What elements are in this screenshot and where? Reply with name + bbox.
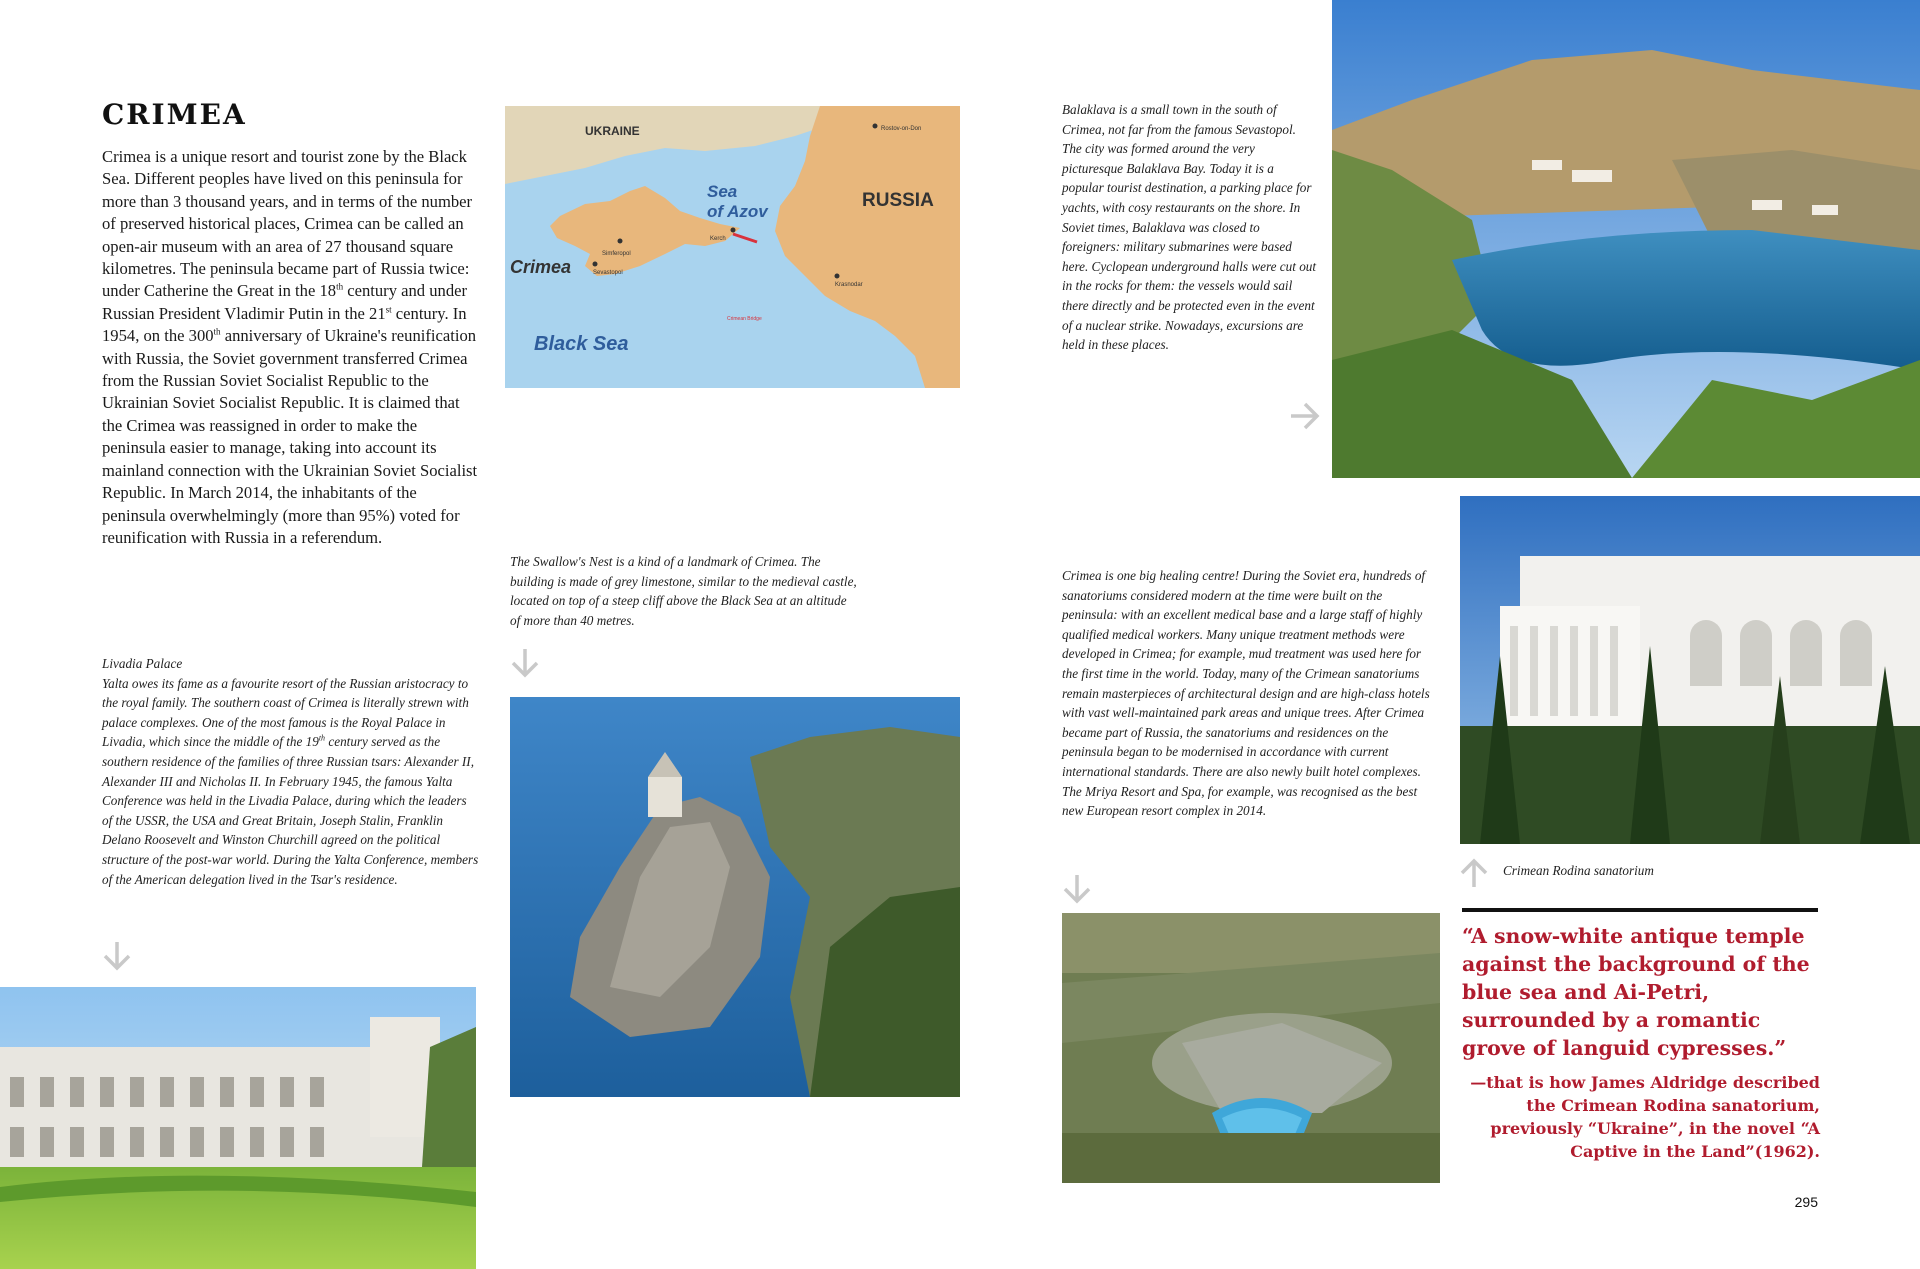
map-label-bridge: Crimean Bridge	[727, 316, 762, 322]
balaklava-caption: Balaklava is a small town in the south of Crimea, not far from the famous Sevastopol. The city was formed around the very picturesque Balaklava Bay. Today it is a popular tourist destination, a parking place for yachts, with cosy restaurants on the shore. In Soviet times, Balaklava was closed to foreigners: military submarines were based here. Cyclopean underground halls were cut out in the rocks for them: the vessels would sail there directly and be protected even in the event of a nuclear strike. Nowadays, excursions are held in these places.	[1062, 102, 1317, 353]
quote-attribution: —that is how James Aldridge described the Crimean Rodina sanatorium, previously “Ukraine”, in the novel “A Captive in the Land”(1962).	[1470, 1073, 1820, 1161]
healing-centre-caption: Crimea is one big healing centre! During the Soviet era, hundreds of sanatoriums considered modern at the time were built on the peninsula: with an excellent medical base and a large staff of highly qualified medical workers. Many unique treatment methods were developed in Crimea; for example, mud treatment was used here for the first time in the world. Today, many of the Crimean sanatoriums remain masterpieces of architectural design and are high-class hotels with vast well-maintained park areas and unique trees. After Crimea became part of Russia, the sanatoriums and residences on the peninsula began to be modernised in accordance with current international standards. There are also newly built hotel complexes. The Mriya Resort and Spa, for example, was recognised as the best new European resort complex in 2014.	[1062, 568, 1430, 819]
page-title: CRIMEA	[102, 98, 247, 131]
arrow-down-icon	[1059, 871, 1095, 907]
map-label-crimea: Crimea	[510, 257, 572, 277]
map-label-sea-of-azov-1: Sea	[707, 182, 738, 201]
livadia-text: Yalta owes its fame as a favourite resort of the Russian aristocracy to the royal family. The southern coast of Crimea is literally strewn with palace complexes. One of the most famous is the Royal Palace in Livadia, which since the middle of the 19th century served as the southern residence of the families of three Russian tsars: Alexander II, Alexander III and Nicholas II. In February 1945, the famous Yalta Conference was held in the Livadia Palace, during which the leaders of the USSR, the USA and Great Britain, Joseph Stalin, Franklin Delano Roosevelt and Winston Churchill agreed on the political structure of the post-war world. During the Yalta Conference, members of the American delegation lived in the Tsar's residence.	[102, 675, 479, 887]
livadia-palace-photo	[0, 987, 476, 1269]
rodina-caption: Crimean Rodina sanatorium	[1503, 863, 1654, 878]
map-label-black-sea: Black Sea	[534, 333, 629, 355]
map-label-krasnodar: Krasnodar	[835, 282, 863, 288]
map-label-rostov: Rostov-on-Don	[881, 126, 922, 132]
rodina-sanatorium-photo	[1460, 496, 1920, 844]
page-number: 295	[1794, 1194, 1818, 1210]
map-label-simferopol: Simferopol	[602, 251, 631, 257]
intro-paragraph: Crimea is a unique resort and tourist zone by the Black Sea. Different peoples have lived on this peninsula for more than 3 thousand years, and in terms of the number of preserved historical places, Crimea can be called an open-air museum with an area of 27 thousand square kilometres. The peninsula became part of Russia twice: under Catherine the Great in the 18th century and under Russian President Vladimir Putin in the 21st century. In 1954, on the 300th anniversary of Ukraine's reunification with Russia, the Soviet government transferred Crimea from the Russian Soviet Socialist Republic to the Ukrainian Soviet Socialist Republic. It is claimed that the Crimea was reassigned in order to make the peninsula easier to manage, taking into account its mainland connection with the Ukrainian Soviet Socialist Republic. In March 2014, the inhabitants of the peninsula overwhelmingly (more than 95%) voted for reunification with Russia in a referendum.	[102, 147, 478, 547]
map-label-russia: RUSSIA	[862, 190, 934, 211]
map-label-ukraine: UKRAINE	[585, 124, 640, 138]
arrow-up-icon	[1456, 855, 1492, 891]
map-label-sea-of-azov-2: of Azov	[707, 202, 768, 221]
swallows-nest-caption: The Swallow's Nest is a kind of a landmark of Crimea. The building is made of grey limestone, similar to the medieval castle, located on top of a steep cliff above the Black Sea at an altitude of more than 40 metres.	[510, 554, 857, 628]
arrow-down-icon	[99, 938, 135, 974]
livadia-caption	[102, 654, 480, 889]
quote-divider	[1462, 908, 1818, 912]
mriya-resort-photo	[1062, 913, 1440, 1183]
crimea-map	[505, 106, 960, 388]
livadia-title: Livadia Palace	[102, 656, 183, 671]
arrow-down-icon	[507, 645, 543, 681]
map-label-sevastopol: Sevastopol	[593, 270, 623, 276]
arrow-right-icon	[1287, 398, 1323, 434]
pull-quote: “A snow-white antique temple against the background of the blue sea and Ai-Petri, surrounded by a romantic grove of languid cypresses.”	[1462, 924, 1810, 1060]
swallows-nest-photo	[510, 697, 960, 1097]
balaklava-bay-photo	[1332, 0, 1920, 478]
map-label-kerch: Kerch	[710, 236, 726, 242]
